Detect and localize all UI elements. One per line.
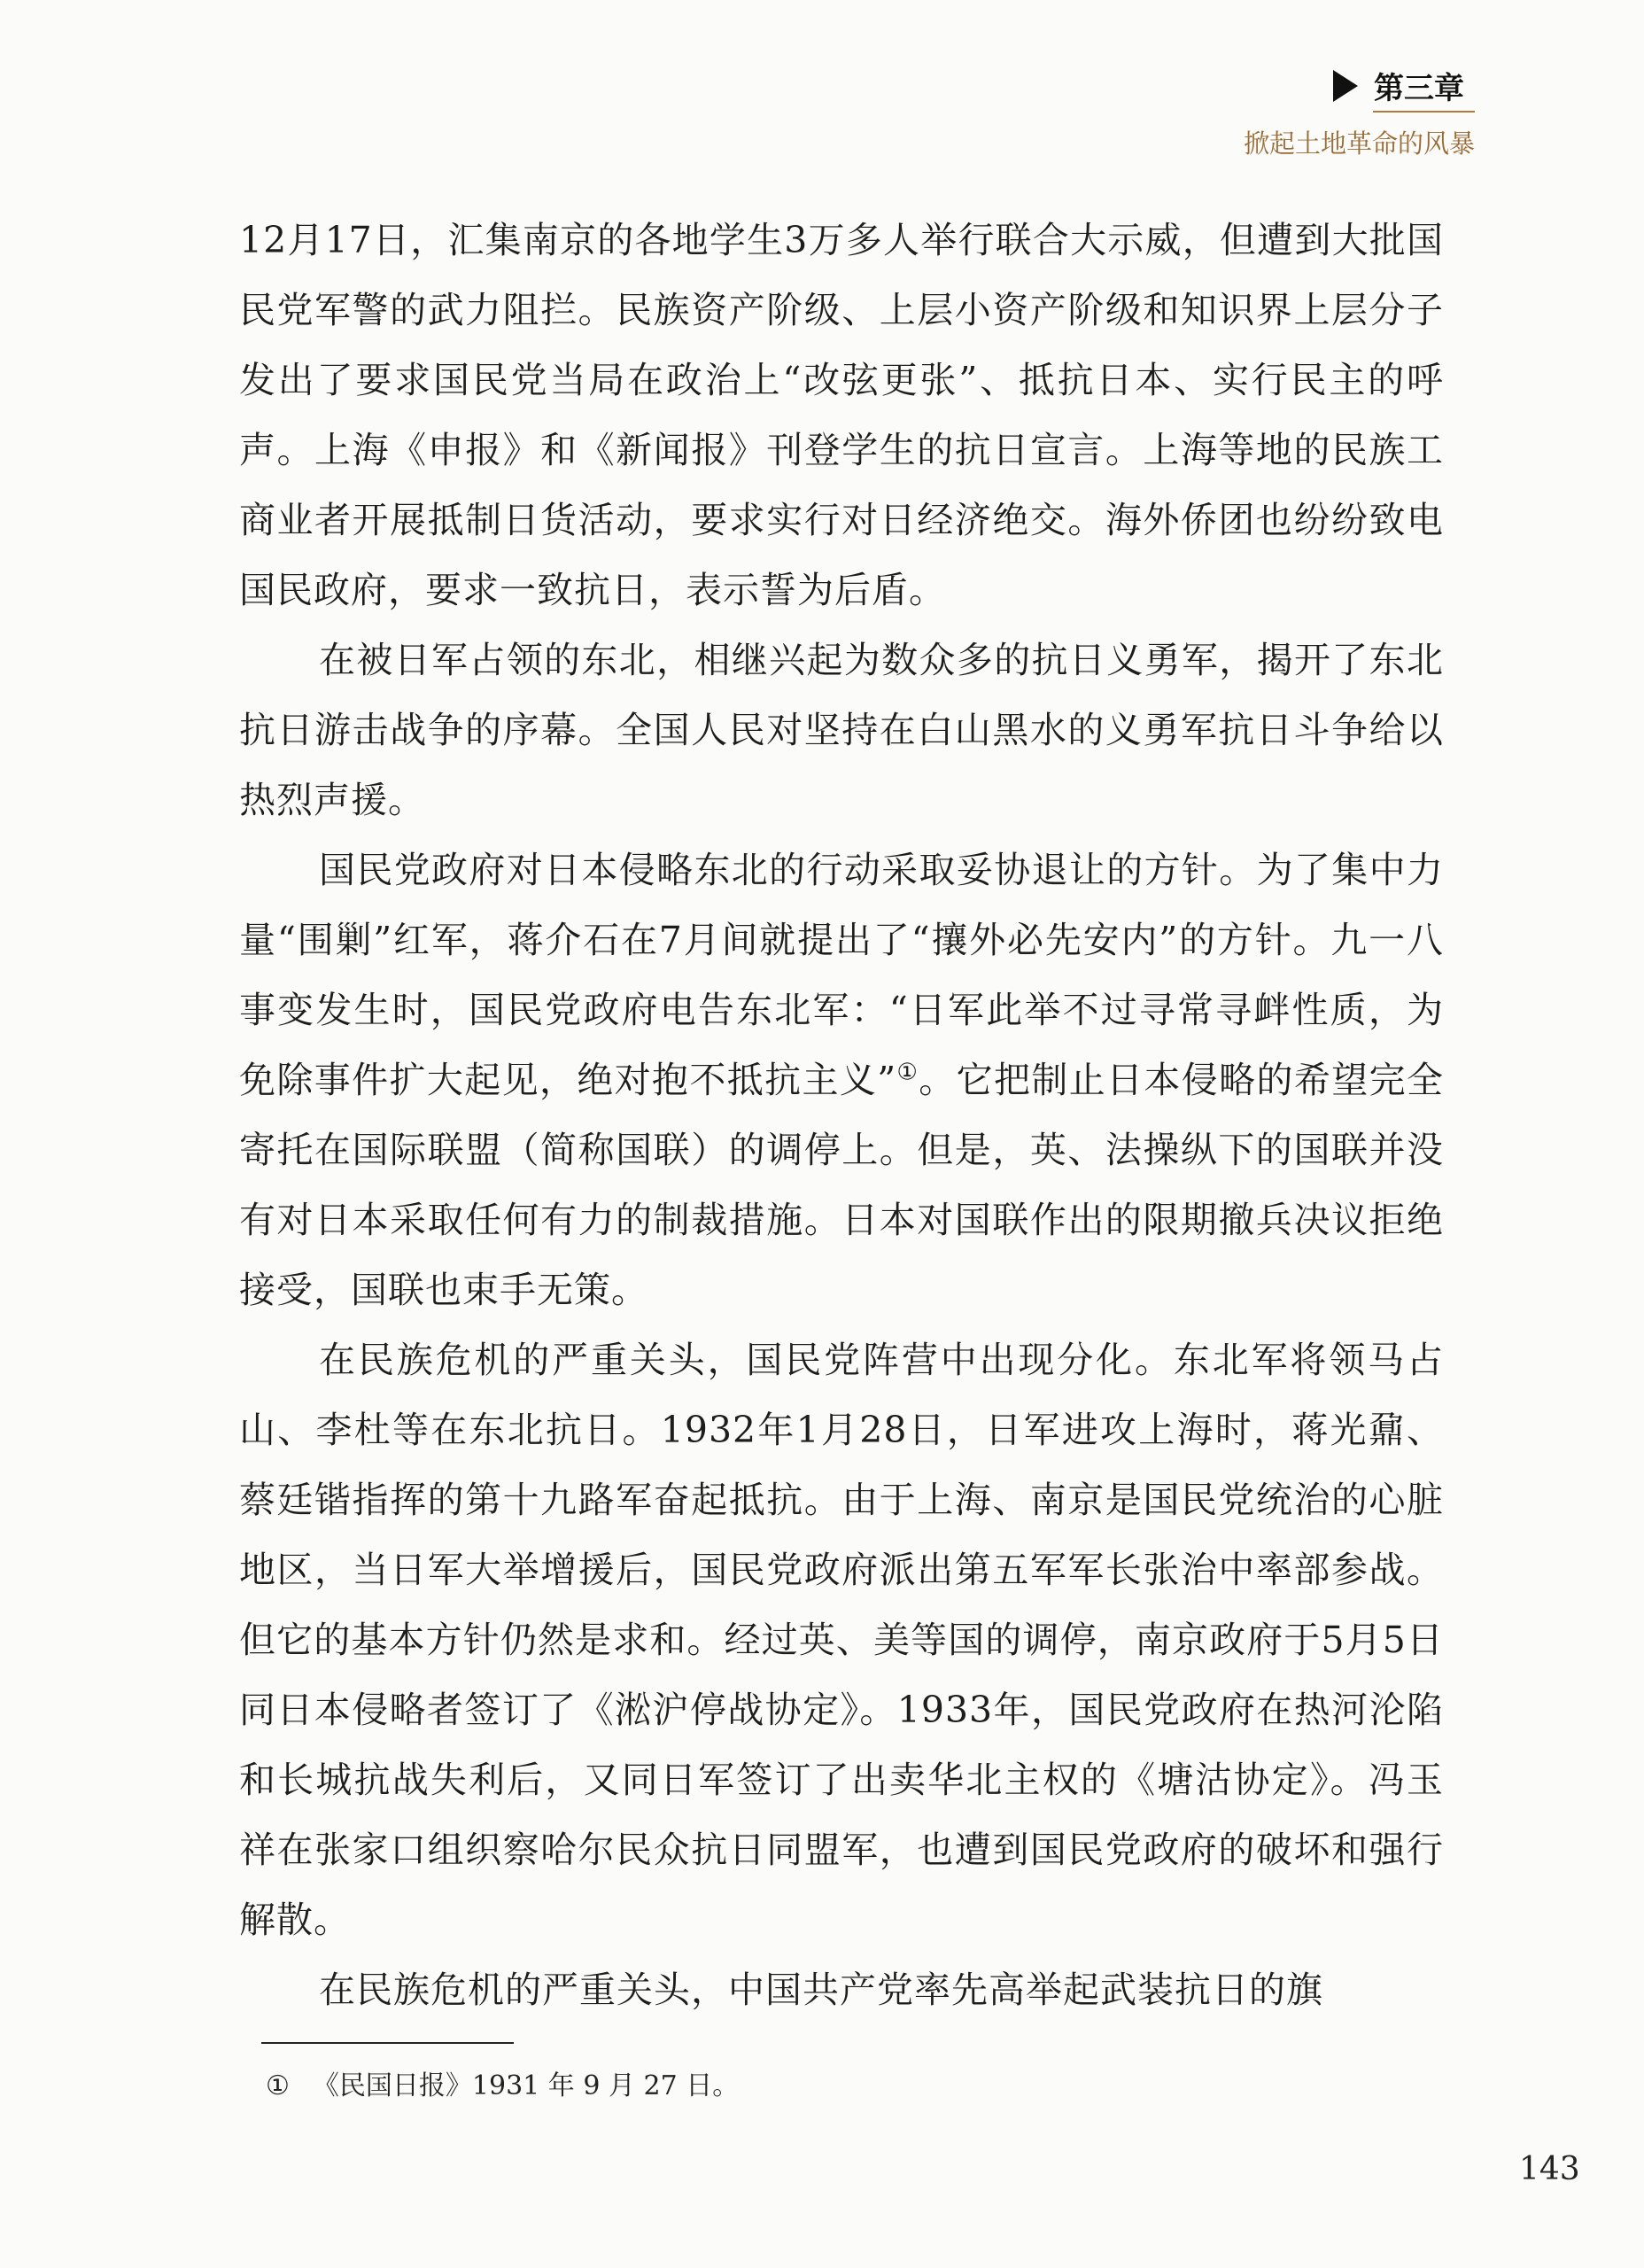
footnote-text: 《民国日报》1931 年 9 月 27 日。 — [312, 2070, 740, 2101]
paragraph-2: 在被日军占领的东北，相继兴起为数众多的抗日义勇军，揭开了东北抗日游击战争的序幕。全国人民对坚持在白山黑水的义勇军抗日斗争给以热烈声援。 — [239, 639, 1444, 821]
chapter-label: 第三章 — [1374, 71, 1464, 106]
chapter-tag — [1333, 64, 1464, 107]
footnote-divider — [261, 2042, 514, 2044]
chapter-subtitle: 掀起土地革命的风暴 — [1243, 128, 1475, 159]
paragraph-1: 12月17日，汇集南京的各地学生3万多人举行联合大示威，但遭到大批国民党军警的武力阻拦。民族资产阶级、上层小资产阶级和知识界上层分子发出了要求国民党当局在政治上“改弦更张”、抵抗日本、实行民主的呼声。上海《申报》和《新闻报》刊登学生的抗日宣言。上海等地的民族工商业者开展抵制日货活动，要求实行对日经济绝交。海外侨团也纷纷致电国民政府，要求一致抗日，表示誓为后盾。 — [239, 219, 1444, 611]
page-number: 143 — [1519, 2151, 1580, 2187]
play-triangle-icon — [1333, 70, 1358, 102]
footnote-number: ① — [266, 2070, 290, 2101]
paragraph-4: 在民族危机的严重关头，国民党阵营中出现分化。东北军将领马占山、李杜等在东北抗日。1932年1月28日，日军进攻上海时，蒋光鼐、蔡廷锴指挥的第十九路军奋起抵抗。由于上海、南京是国民党统治的心脏地区，当日军大举增援后，国民党政府派出第五军军长张治中率部参战。但它的基本方针仍然是求和。经过英、美等国的调停，南京政府于5月5日同日本侵略者签订了《淞沪停战协定》。1933年，国民党政府在热河沦陷和长城抗战失利后，又同日军签订了出卖华北主权的《塘沽协定》。冯玉祥在张家口组织察哈尔民众抗日同盟军，也遭到国民党政府的破坏和强行解散。 — [239, 1339, 1444, 1941]
chapter-underline — [1373, 111, 1475, 113]
footnote-reference: ① — [896, 1059, 919, 1086]
body-text — [239, 206, 1444, 2025]
paragraph-5: 在民族危机的严重关头，中国共产党率先高举起武装抗日的旗 — [319, 1969, 1323, 2011]
paragraph-3 — [239, 835, 1444, 1325]
paragraph-3-text-a: 国民党政府对日本侵略东北的行动采取妥协退让的方针。为了集中力量“围剿”红军，蒋介石在7月间就提出了“攘外必先安内”的方针。九一八事变发生时，国民党政府电告东北军：“日军此举不过寻常寻衅性质，为免除事件扩大起见，绝对抱不抵抗主义” — [239, 849, 1444, 1101]
footnote — [266, 2069, 739, 2104]
paragraph-3-text-b: 。它把制止日本侵略的希望完全寄托在国际联盟（简称国联）的调停上。但是，英、法操纵下的国联并没有对日本采取任何有力的制裁措施。日本对国联作出的限期撤兵决议拒绝接受，国联也束手无策。 — [239, 1059, 1444, 1311]
